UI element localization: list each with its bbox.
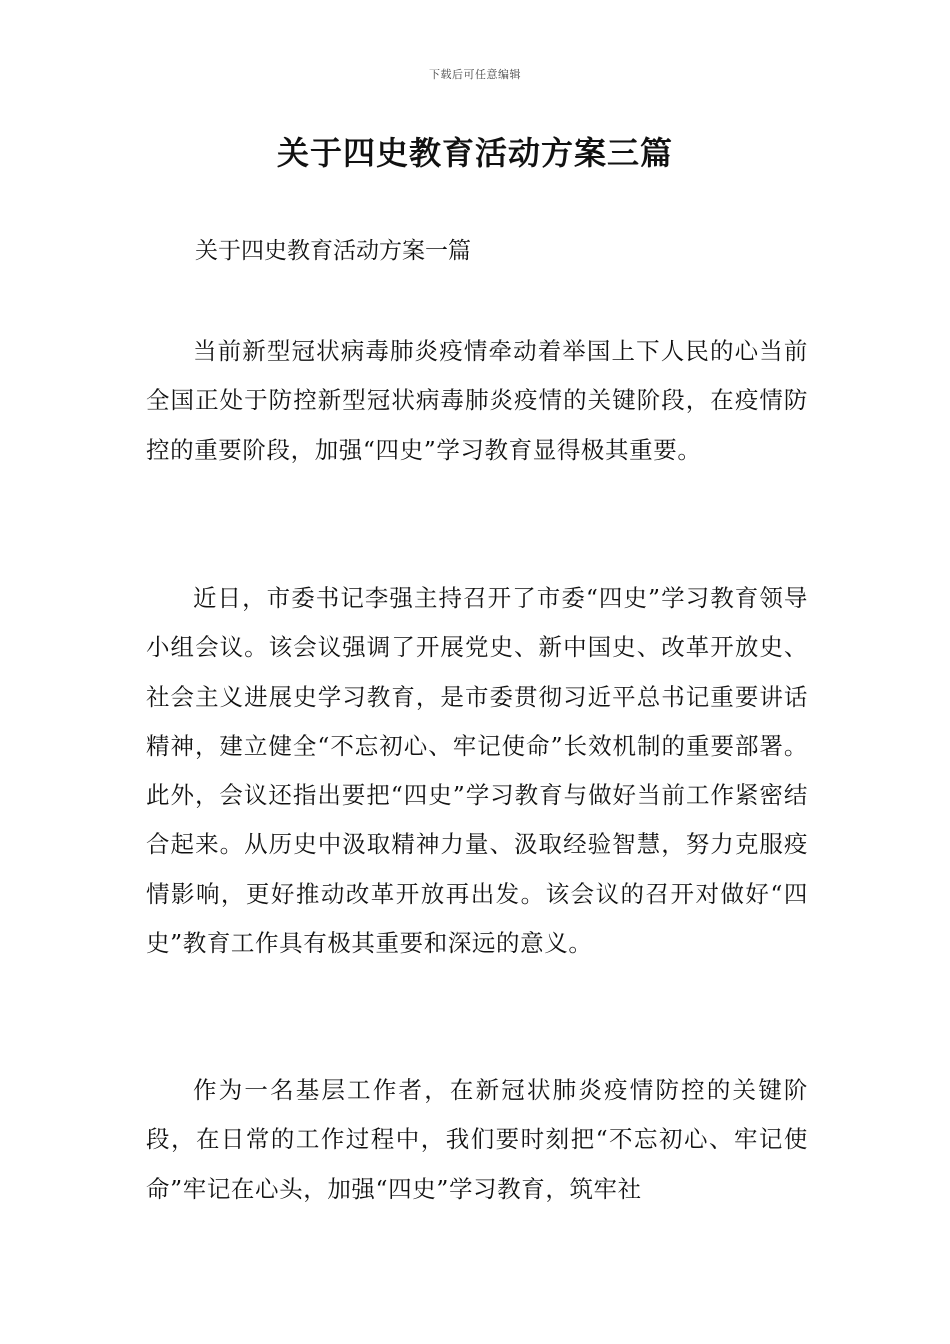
section-title: 关于四史教育活动方案一篇 [195,238,471,264]
document-title: 关于四史教育活动方案三篇 [276,134,673,172]
header-note: 下载后可任意编辑 [429,68,521,81]
paragraph-1: 当前新型冠状病毒肺炎疫情牵动着举国上下人民的心当前全国正处于防控新型冠状病毒肺炎疫情的关键阶段，在疫情防控的重要阶段，加强“四史”学习教育显得极其重要。 [146,337,808,464]
paragraph-3: 作为一名基层工作者，在新冠状肺炎疫情防控的关键阶段，在日常的工作过程中，我们要时刻把“不忘初心、牢记使命”牢记在心头，加强“四史”学习教育，筑牢社 [146,1076,808,1203]
paragraph-2: 近日，市委书记李强主持召开了市委“四史”学习教育领导小组会议。该会议强调了开展党史、新中国史、改革开放史、社会主义进展史学习教育，是市委贯彻习近平总书记重要讲话精神，建立健全“不忘初心、牢记使命”长效机制的重要部署。此外，会议还指出要把“四史”学习教育与做好当前工作紧密结合起来。从历史中汲取精神力量、汲取经验智慧，努力克服疫情影响，更好推动改革开放再出发。该会议的召开对做好“四史”教育工作具有极其重要和深远的意义。 [146,584,808,958]
